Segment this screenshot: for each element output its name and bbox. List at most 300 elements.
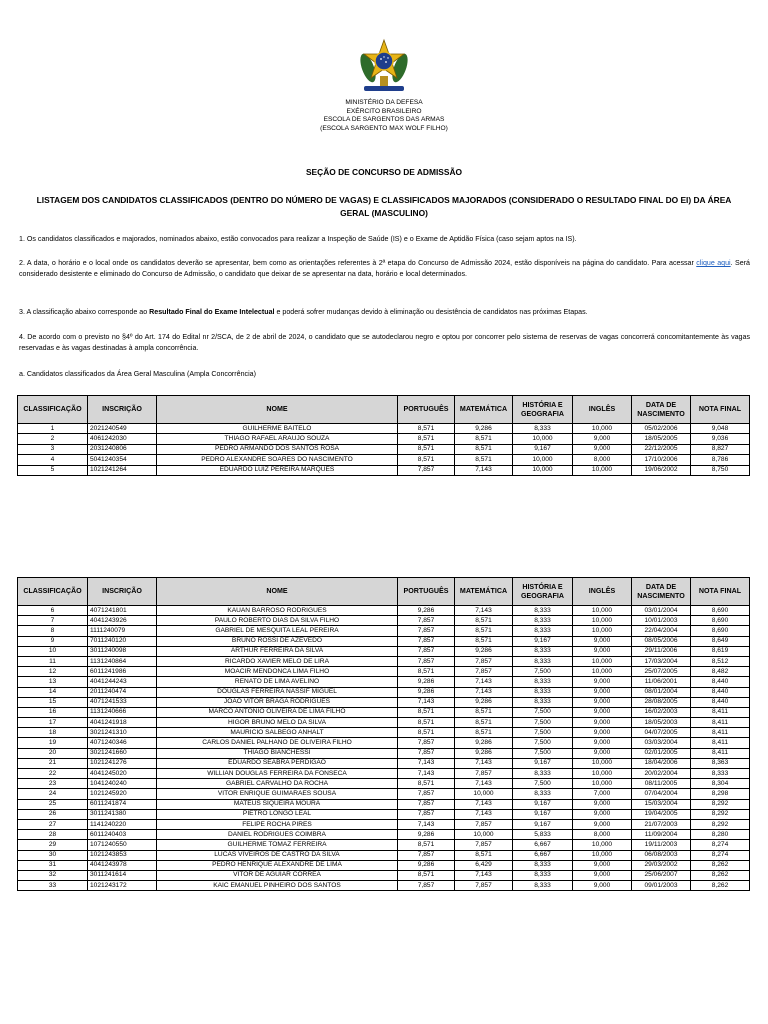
cell-matematica: 7,143 <box>455 809 513 819</box>
cell-historia-geografia: 7,500 <box>513 718 573 728</box>
cell-portugues: 8,571 <box>398 434 455 444</box>
cell-data-nascimento: 09/01/2003 <box>632 881 691 891</box>
cell-historia-geografia: 6,667 <box>513 840 573 850</box>
cell-classificacao: 21 <box>18 758 88 768</box>
cell-nota-final: 8,298 <box>691 789 750 799</box>
table-row <box>18 646 750 656</box>
paragraph-3 <box>19 307 750 318</box>
cell-inscricao: 3011241380 <box>88 809 157 819</box>
cell-classificacao: 10 <box>18 646 88 656</box>
cell-nota-final: 8,690 <box>691 616 750 626</box>
cell-nota-final: 8,274 <box>691 850 750 860</box>
cell-inscricao: 6011241874 <box>88 799 157 809</box>
cell-nome: GABRIEL CARVALHO DA ROCHA <box>157 779 398 789</box>
col-historia-geografia: HISTÓRIA E GEOGRAFIA <box>513 396 573 424</box>
cell-historia-geografia: 8,333 <box>513 646 573 656</box>
cell-historia-geografia: 8,333 <box>513 616 573 626</box>
cell-inscricao: 4071240346 <box>88 738 157 748</box>
cell-data-nascimento: 18/05/2005 <box>632 434 691 444</box>
cell-ingles: 9,000 <box>573 860 632 870</box>
cell-portugues: 7,857 <box>398 626 455 636</box>
cell-portugues: 8,571 <box>398 455 455 465</box>
cell-classificacao: 31 <box>18 860 88 870</box>
cell-nome: BRUNO ROSSI DE AZEVEDO <box>157 636 398 646</box>
cell-nota-final: 8,411 <box>691 707 750 717</box>
cell-portugues: 9,286 <box>398 830 455 840</box>
cell-data-nascimento: 20/02/2004 <box>632 769 691 779</box>
cell-historia-geografia: 9,167 <box>513 799 573 809</box>
cell-inscricao: 1131240864 <box>88 656 157 666</box>
cell-classificacao: 4 <box>18 455 88 465</box>
cell-inscricao: 3011241614 <box>88 870 157 880</box>
cell-portugues: 7,857 <box>398 636 455 646</box>
cell-data-nascimento: 28/08/2005 <box>632 697 691 707</box>
cell-nota-final: 8,750 <box>691 465 750 475</box>
cell-classificacao: 19 <box>18 738 88 748</box>
cell-matematica: 7,143 <box>455 758 513 768</box>
cell-inscricao: 4041245020 <box>88 769 157 779</box>
header-line: (ESCOLA SARGENTO MAX WOLF FILHO) <box>320 124 448 132</box>
paragraph-2 <box>19 258 750 280</box>
cell-inscricao: 7011240120 <box>88 636 157 646</box>
cell-nome: MAURICIO SALBEGO ANHALT <box>157 728 398 738</box>
table-row <box>18 636 750 646</box>
cell-inscricao: 1021241264 <box>88 465 157 475</box>
cell-historia-geografia: 9,167 <box>513 636 573 646</box>
table-body <box>18 424 750 476</box>
cell-nome: KAUAN BARROSO RODRIGUES <box>157 606 398 616</box>
cell-historia-geografia: 8,333 <box>513 656 573 666</box>
cell-historia-geografia: 8,333 <box>513 697 573 707</box>
cell-matematica: 8,571 <box>455 434 513 444</box>
cell-inscricao: 1021243172 <box>88 881 157 891</box>
col-inscricao: INSCRIÇÃO <box>88 396 157 424</box>
cell-historia-geografia: 8,333 <box>513 860 573 870</box>
cell-historia-geografia: 10,000 <box>513 434 573 444</box>
cell-classificacao: 14 <box>18 687 88 697</box>
cell-nome: PEDRO HENRIQUE ALEXANDRE DE LIMA <box>157 860 398 870</box>
cell-nota-final: 9,036 <box>691 434 750 444</box>
col-data-nascimento: DATA DE NASCIMENTO <box>632 396 691 424</box>
cell-historia-geografia: 10,000 <box>513 455 573 465</box>
cell-portugues: 7,857 <box>398 748 455 758</box>
cell-matematica: 7,857 <box>455 819 513 829</box>
cell-nota-final: 8,619 <box>691 646 750 656</box>
cell-nota-final: 8,274 <box>691 840 750 850</box>
results-table-1 <box>17 395 750 476</box>
cell-inscricao: 4061242030 <box>88 434 157 444</box>
cell-matematica: 7,857 <box>455 769 513 779</box>
cell-data-nascimento: 25/06/2007 <box>632 870 691 880</box>
table-row <box>18 707 750 717</box>
cell-historia-geografia: 9,167 <box>513 809 573 819</box>
cell-inscricao: 2031240806 <box>88 444 157 454</box>
cell-data-nascimento: 03/01/2004 <box>632 606 691 616</box>
cell-ingles: 10,000 <box>573 424 632 434</box>
cell-ingles: 10,000 <box>573 616 632 626</box>
table-row <box>18 860 750 870</box>
cell-inscricao: 3021241660 <box>88 748 157 758</box>
cell-matematica: 7,857 <box>455 881 513 891</box>
cell-nota-final: 8,827 <box>691 444 750 454</box>
cell-classificacao: 1 <box>18 424 88 434</box>
cell-nome: CARLOS DANIEL PALHANO DE OLIVEIRA FILHO <box>157 738 398 748</box>
cell-data-nascimento: 02/01/2005 <box>632 748 691 758</box>
cell-nome: VITOR DE AGUIAR CORREA <box>157 870 398 880</box>
cell-nome: RENATO DE LIMA AVELINO <box>157 677 398 687</box>
cell-nota-final: 8,292 <box>691 799 750 809</box>
cell-matematica: 7,143 <box>455 465 513 475</box>
cell-nome: RICARDO XAVIER MELO DE LIRA <box>157 656 398 666</box>
cell-historia-geografia: 8,333 <box>513 769 573 779</box>
cell-classificacao: 30 <box>18 850 88 860</box>
cell-ingles: 9,000 <box>573 881 632 891</box>
table-row <box>18 758 750 768</box>
cell-classificacao: 24 <box>18 789 88 799</box>
col-matematica: MATEMÁTICA <box>455 578 513 606</box>
cell-matematica: 8,571 <box>455 455 513 465</box>
table-row <box>18 881 750 891</box>
table-row <box>18 799 750 809</box>
cell-portugues: 8,571 <box>398 779 455 789</box>
cell-data-nascimento: 11/09/2004 <box>632 830 691 840</box>
cell-nome: PEDRO ALEXANDRE SOARES DO NASCIMENTO <box>157 455 398 465</box>
cell-matematica: 7,143 <box>455 799 513 809</box>
header-line: ESCOLA DE SARGENTOS DAS ARMAS <box>323 116 445 124</box>
cell-ingles: 10,000 <box>573 667 632 677</box>
cell-inscricao: 4041243926 <box>88 616 157 626</box>
cell-classificacao: 29 <box>18 840 88 850</box>
cell-matematica: 7,857 <box>455 840 513 850</box>
cell-historia-geografia: 9,167 <box>513 819 573 829</box>
cell-nome: DOUGLAS FERREIRA NASSIF MIGUEL <box>157 687 398 697</box>
cell-nome: WILLIAN DOUGLAS FERREIRA DA FONSECA <box>157 769 398 779</box>
cell-matematica: 8,571 <box>455 718 513 728</box>
cell-matematica: 8,571 <box>455 850 513 860</box>
cell-matematica: 9,286 <box>455 738 513 748</box>
cell-inscricao: 5041240354 <box>88 455 157 465</box>
cell-matematica: 9,286 <box>455 748 513 758</box>
cell-matematica: 9,286 <box>455 424 513 434</box>
cell-data-nascimento: 04/07/2005 <box>632 728 691 738</box>
cell-classificacao: 12 <box>18 667 88 677</box>
cell-nome: ARTHUR FERREIRA DA SILVA <box>157 646 398 656</box>
cell-data-nascimento: 05/02/2006 <box>632 424 691 434</box>
table-row <box>18 830 750 840</box>
cell-inscricao: 4071241533 <box>88 697 157 707</box>
cell-portugues: 7,857 <box>398 465 455 475</box>
cell-classificacao: 7 <box>18 616 88 626</box>
cell-portugues: 7,857 <box>398 646 455 656</box>
table-row <box>18 455 750 465</box>
table-row <box>18 809 750 819</box>
cell-inscricao: 1141240220 <box>88 819 157 829</box>
cell-inscricao: 3021241310 <box>88 728 157 738</box>
cell-matematica: 10,000 <box>455 830 513 840</box>
cell-data-nascimento: 08/05/2006 <box>632 636 691 646</box>
cell-data-nascimento: 16/02/2003 <box>632 707 691 717</box>
cell-inscricao: 6011241986 <box>88 667 157 677</box>
cell-data-nascimento: 08/11/2005 <box>632 779 691 789</box>
cell-ingles: 9,000 <box>573 636 632 646</box>
cell-data-nascimento: 18/05/2003 <box>632 718 691 728</box>
cell-ingles: 10,000 <box>573 769 632 779</box>
table-row <box>18 697 750 707</box>
cell-inscricao: 1021243853 <box>88 850 157 860</box>
paragraph-4: 4. De acordo com o previsto no §4º do Art. 174 do Edital nr 2/SCA, de 2 de abril de 2024, o candidato que se autodeclarou negro e optou por concorrer pelo sistema de reservas de vagas concorrerá concomitantemente às vagas reservadas e às vagas destinadas à ampla concorrência. <box>19 333 750 352</box>
cell-historia-geografia: 9,167 <box>513 758 573 768</box>
cell-nota-final: 8,440 <box>691 687 750 697</box>
table-row <box>18 870 750 880</box>
cell-portugues: 8,571 <box>398 840 455 850</box>
cell-ingles: 8,000 <box>573 830 632 840</box>
cell-portugues: 9,286 <box>398 606 455 616</box>
paragraph-2-text: 2. A data, o horário e o local onde os candidatos deverão se apresentar, bem como as orientações referentes à 2ª etapa do Concurso de Admissão 2024, estão disponíveis na página do candidato. Para acessar <box>19 259 697 267</box>
cell-matematica: 9,286 <box>455 697 513 707</box>
cell-historia-geografia: 8,333 <box>513 626 573 636</box>
cell-ingles: 10,000 <box>573 779 632 789</box>
cell-data-nascimento: 17/10/2006 <box>632 455 691 465</box>
cell-ingles: 9,000 <box>573 434 632 444</box>
table-row <box>18 444 750 454</box>
cell-portugues: 8,571 <box>398 424 455 434</box>
cell-classificacao: 33 <box>18 881 88 891</box>
table-row <box>18 850 750 860</box>
cell-nota-final: 8,690 <box>691 606 750 616</box>
cell-nota-final: 8,512 <box>691 656 750 666</box>
cell-nota-final: 8,649 <box>691 636 750 646</box>
cell-nome: VITOR ENRIQUE GUIMARAES SOUSA <box>157 789 398 799</box>
cell-portugues: 7,857 <box>398 616 455 626</box>
table-row <box>18 465 750 475</box>
table-row <box>18 728 750 738</box>
cell-classificacao: 23 <box>18 779 88 789</box>
cell-ingles: 10,000 <box>573 606 632 616</box>
cell-portugues: 8,571 <box>398 707 455 717</box>
cell-ingles: 7,000 <box>573 789 632 799</box>
click-here-link[interactable]: clique aqui <box>696 259 731 267</box>
table-row <box>18 779 750 789</box>
col-nome: NOME <box>157 578 398 606</box>
cell-matematica: 7,143 <box>455 606 513 616</box>
cell-matematica: 8,571 <box>455 636 513 646</box>
cell-nota-final: 8,304 <box>691 779 750 789</box>
cell-nota-final: 8,411 <box>691 748 750 758</box>
cell-portugues: 7,143 <box>398 819 455 829</box>
cell-matematica: 8,571 <box>455 707 513 717</box>
cell-data-nascimento: 19/06/2002 <box>632 465 691 475</box>
results-table-2 <box>17 577 750 891</box>
cell-data-nascimento: 17/03/2004 <box>632 656 691 666</box>
cell-portugues: 7,143 <box>398 769 455 779</box>
cell-nota-final: 8,440 <box>691 677 750 687</box>
cell-ingles: 8,000 <box>573 455 632 465</box>
cell-classificacao: 25 <box>18 799 88 809</box>
cell-matematica: 7,143 <box>455 779 513 789</box>
cell-nome: MARCO ANTONIO OLIVEIRA DE LIMA FILHO <box>157 707 398 717</box>
cell-nota-final: 8,333 <box>691 769 750 779</box>
cell-portugues: 7,143 <box>398 758 455 768</box>
paragraph-2-text-end: . Será considerado desistente e eliminado do Concurso de Admissão, o candidato que deixar de se apresentar na data, horário e local determinados. <box>19 259 750 278</box>
cell-historia-geografia: 5,833 <box>513 830 573 840</box>
col-classificacao: CLASSIFICAÇÃO <box>18 396 88 424</box>
table-row <box>18 424 750 434</box>
cell-portugues: 7,143 <box>398 697 455 707</box>
cell-ingles: 9,000 <box>573 707 632 717</box>
table-row <box>18 748 750 758</box>
cell-nota-final: 8,482 <box>691 667 750 677</box>
cell-data-nascimento: 08/01/2004 <box>632 687 691 697</box>
cell-inscricao: 6011240403 <box>88 830 157 840</box>
cell-portugues: 8,571 <box>398 444 455 454</box>
cell-data-nascimento: 18/04/2006 <box>632 758 691 768</box>
cell-nota-final: 8,786 <box>691 455 750 465</box>
cell-nota-final: 8,262 <box>691 860 750 870</box>
cell-data-nascimento: 19/11/2003 <box>632 840 691 850</box>
header-line: MINISTÉRIO DA DEFESA <box>345 99 423 106</box>
cell-matematica: 10,000 <box>455 789 513 799</box>
cell-matematica: 7,857 <box>455 667 513 677</box>
cell-nota-final: 8,440 <box>691 697 750 707</box>
cell-historia-geografia: 7,500 <box>513 707 573 717</box>
cell-nome: DANIEL RODRIGUES COIMBRA <box>157 830 398 840</box>
cell-inscricao: 4041241918 <box>88 718 157 728</box>
cell-historia-geografia: 8,333 <box>513 870 573 880</box>
cell-ingles: 10,000 <box>573 850 632 860</box>
cell-inscricao: 3011240098 <box>88 646 157 656</box>
cell-classificacao: 16 <box>18 707 88 717</box>
col-nota-final: NOTA FINAL <box>691 578 750 606</box>
col-historia-geografia: HISTÓRIA E GEOGRAFIA <box>513 578 573 606</box>
cell-nota-final: 8,690 <box>691 626 750 636</box>
cell-ingles: 10,000 <box>573 626 632 636</box>
paragraph-1: 1. Os candidatos classificados e majorados, nominados abaixo, estão convocados para realizar a Inspeção de Saúde (IS) e o Exame de Aptidão Física (caso sejam aptos na IS). <box>19 235 577 243</box>
cell-nome: PIETRO LONGO LEAL <box>157 809 398 819</box>
section-title: SEÇÃO DE CONCURSO DE ADMISSÃO <box>305 167 463 177</box>
cell-historia-geografia: 9,167 <box>513 444 573 454</box>
cell-ingles: 9,000 <box>573 677 632 687</box>
cell-data-nascimento: 15/03/2004 <box>632 799 691 809</box>
cell-ingles: 10,000 <box>573 465 632 475</box>
cell-inscricao: 1041240240 <box>88 779 157 789</box>
cell-ingles: 9,000 <box>573 738 632 748</box>
cell-portugues: 7,857 <box>398 850 455 860</box>
table-row <box>18 687 750 697</box>
col-nome: NOME <box>157 396 398 424</box>
cell-portugues: 8,571 <box>398 667 455 677</box>
cell-ingles: 9,000 <box>573 444 632 454</box>
cell-classificacao: 2 <box>18 434 88 444</box>
table-row <box>18 738 750 748</box>
cell-nome: LUCAS VIVEIROS DE CASTRO DA SILVA <box>157 850 398 860</box>
cell-historia-geografia: 8,333 <box>513 789 573 799</box>
cell-historia-geografia: 8,333 <box>513 424 573 434</box>
cell-nome: MOACIR MENDONCA LIMA FILHO <box>157 667 398 677</box>
cell-ingles: 9,000 <box>573 819 632 829</box>
cell-classificacao: 8 <box>18 626 88 636</box>
cell-historia-geografia: 7,500 <box>513 779 573 789</box>
table-header-row <box>18 578 750 606</box>
table-row <box>18 434 750 444</box>
cell-classificacao: 3 <box>18 444 88 454</box>
col-inscricao: INSCRIÇÃO <box>88 578 157 606</box>
cell-inscricao: 1111240079 <box>88 626 157 636</box>
cell-portugues: 8,571 <box>398 728 455 738</box>
col-ingles: INGLÊS <box>573 396 632 424</box>
cell-matematica: 8,571 <box>455 616 513 626</box>
cell-ingles: 9,000 <box>573 748 632 758</box>
cell-nota-final: 8,292 <box>691 809 750 819</box>
cell-historia-geografia: 7,500 <box>513 748 573 758</box>
cell-inscricao: 1071240550 <box>88 840 157 850</box>
cell-portugues: 7,857 <box>398 809 455 819</box>
cell-matematica: 6,429 <box>455 860 513 870</box>
cell-nome: PEDRO ARMANDO DOS SANTOS ROSA <box>157 444 398 454</box>
cell-historia-geografia: 8,333 <box>513 687 573 697</box>
cell-portugues: 7,857 <box>398 656 455 666</box>
cell-nome: GUILHERME BAITELO <box>157 424 398 434</box>
cell-classificacao: 18 <box>18 728 88 738</box>
cell-classificacao: 27 <box>18 819 88 829</box>
cell-historia-geografia: 7,500 <box>513 738 573 748</box>
cell-ingles: 9,000 <box>573 718 632 728</box>
table-row <box>18 606 750 616</box>
cell-nota-final: 8,262 <box>691 881 750 891</box>
cell-inscricao: 2011240474 <box>88 687 157 697</box>
cell-ingles: 9,000 <box>573 728 632 738</box>
table-row <box>18 718 750 728</box>
cell-nota-final: 9,048 <box>691 424 750 434</box>
table-row <box>18 626 750 636</box>
cell-classificacao: 20 <box>18 748 88 758</box>
cell-nota-final: 8,292 <box>691 819 750 829</box>
col-classificacao: CLASSIFICAÇÃO <box>18 578 88 606</box>
cell-classificacao: 13 <box>18 677 88 687</box>
cell-historia-geografia: 8,333 <box>513 677 573 687</box>
cell-data-nascimento: 03/03/2004 <box>632 738 691 748</box>
cell-data-nascimento: 19/04/2005 <box>632 809 691 819</box>
cell-nota-final: 8,262 <box>691 870 750 880</box>
cell-inscricao: 2021240549 <box>88 424 157 434</box>
cell-ingles: 9,000 <box>573 799 632 809</box>
cell-matematica: 8,571 <box>455 626 513 636</box>
cell-historia-geografia: 8,333 <box>513 606 573 616</box>
table-row <box>18 656 750 666</box>
list-title: LISTAGEM DOS CANDIDATOS CLASSIFICADOS (DENTRO DO NÚMERO DE VAGAS) E CLASSIFICADOS MAJORADOS (CONSIDERADO O RESULTADO FINAL DO EI) DA ÁREA GERAL (MASCULINO) <box>36 195 732 218</box>
cell-portugues: 8,571 <box>398 870 455 880</box>
cell-data-nascimento: 29/11/2006 <box>632 646 691 656</box>
cell-ingles: 9,000 <box>573 809 632 819</box>
cell-ingles: 10,000 <box>573 758 632 768</box>
cell-historia-geografia: 7,500 <box>513 667 573 677</box>
cell-data-nascimento: 06/08/2003 <box>632 850 691 860</box>
paragraph-subheading: a. Candidatos classificados da Área Geral Masculina (Ampla Concorrência) <box>19 370 256 378</box>
cell-portugues: 9,286 <box>398 860 455 870</box>
table-row <box>18 819 750 829</box>
cell-data-nascimento: 25/07/2005 <box>632 667 691 677</box>
table-row <box>18 769 750 779</box>
cell-nome: FELIPE ROCHA PIRES <box>157 819 398 829</box>
cell-classificacao: 32 <box>18 870 88 880</box>
table-header-row <box>18 396 750 424</box>
cell-nome: MATEUS SIQUEIRA MOURA <box>157 799 398 809</box>
table-row <box>18 789 750 799</box>
cell-portugues: 9,286 <box>398 677 455 687</box>
cell-inscricao: 4041244243 <box>88 677 157 687</box>
cell-matematica: 8,571 <box>455 728 513 738</box>
cell-portugues: 7,857 <box>398 789 455 799</box>
cell-data-nascimento: 22/12/2005 <box>632 444 691 454</box>
